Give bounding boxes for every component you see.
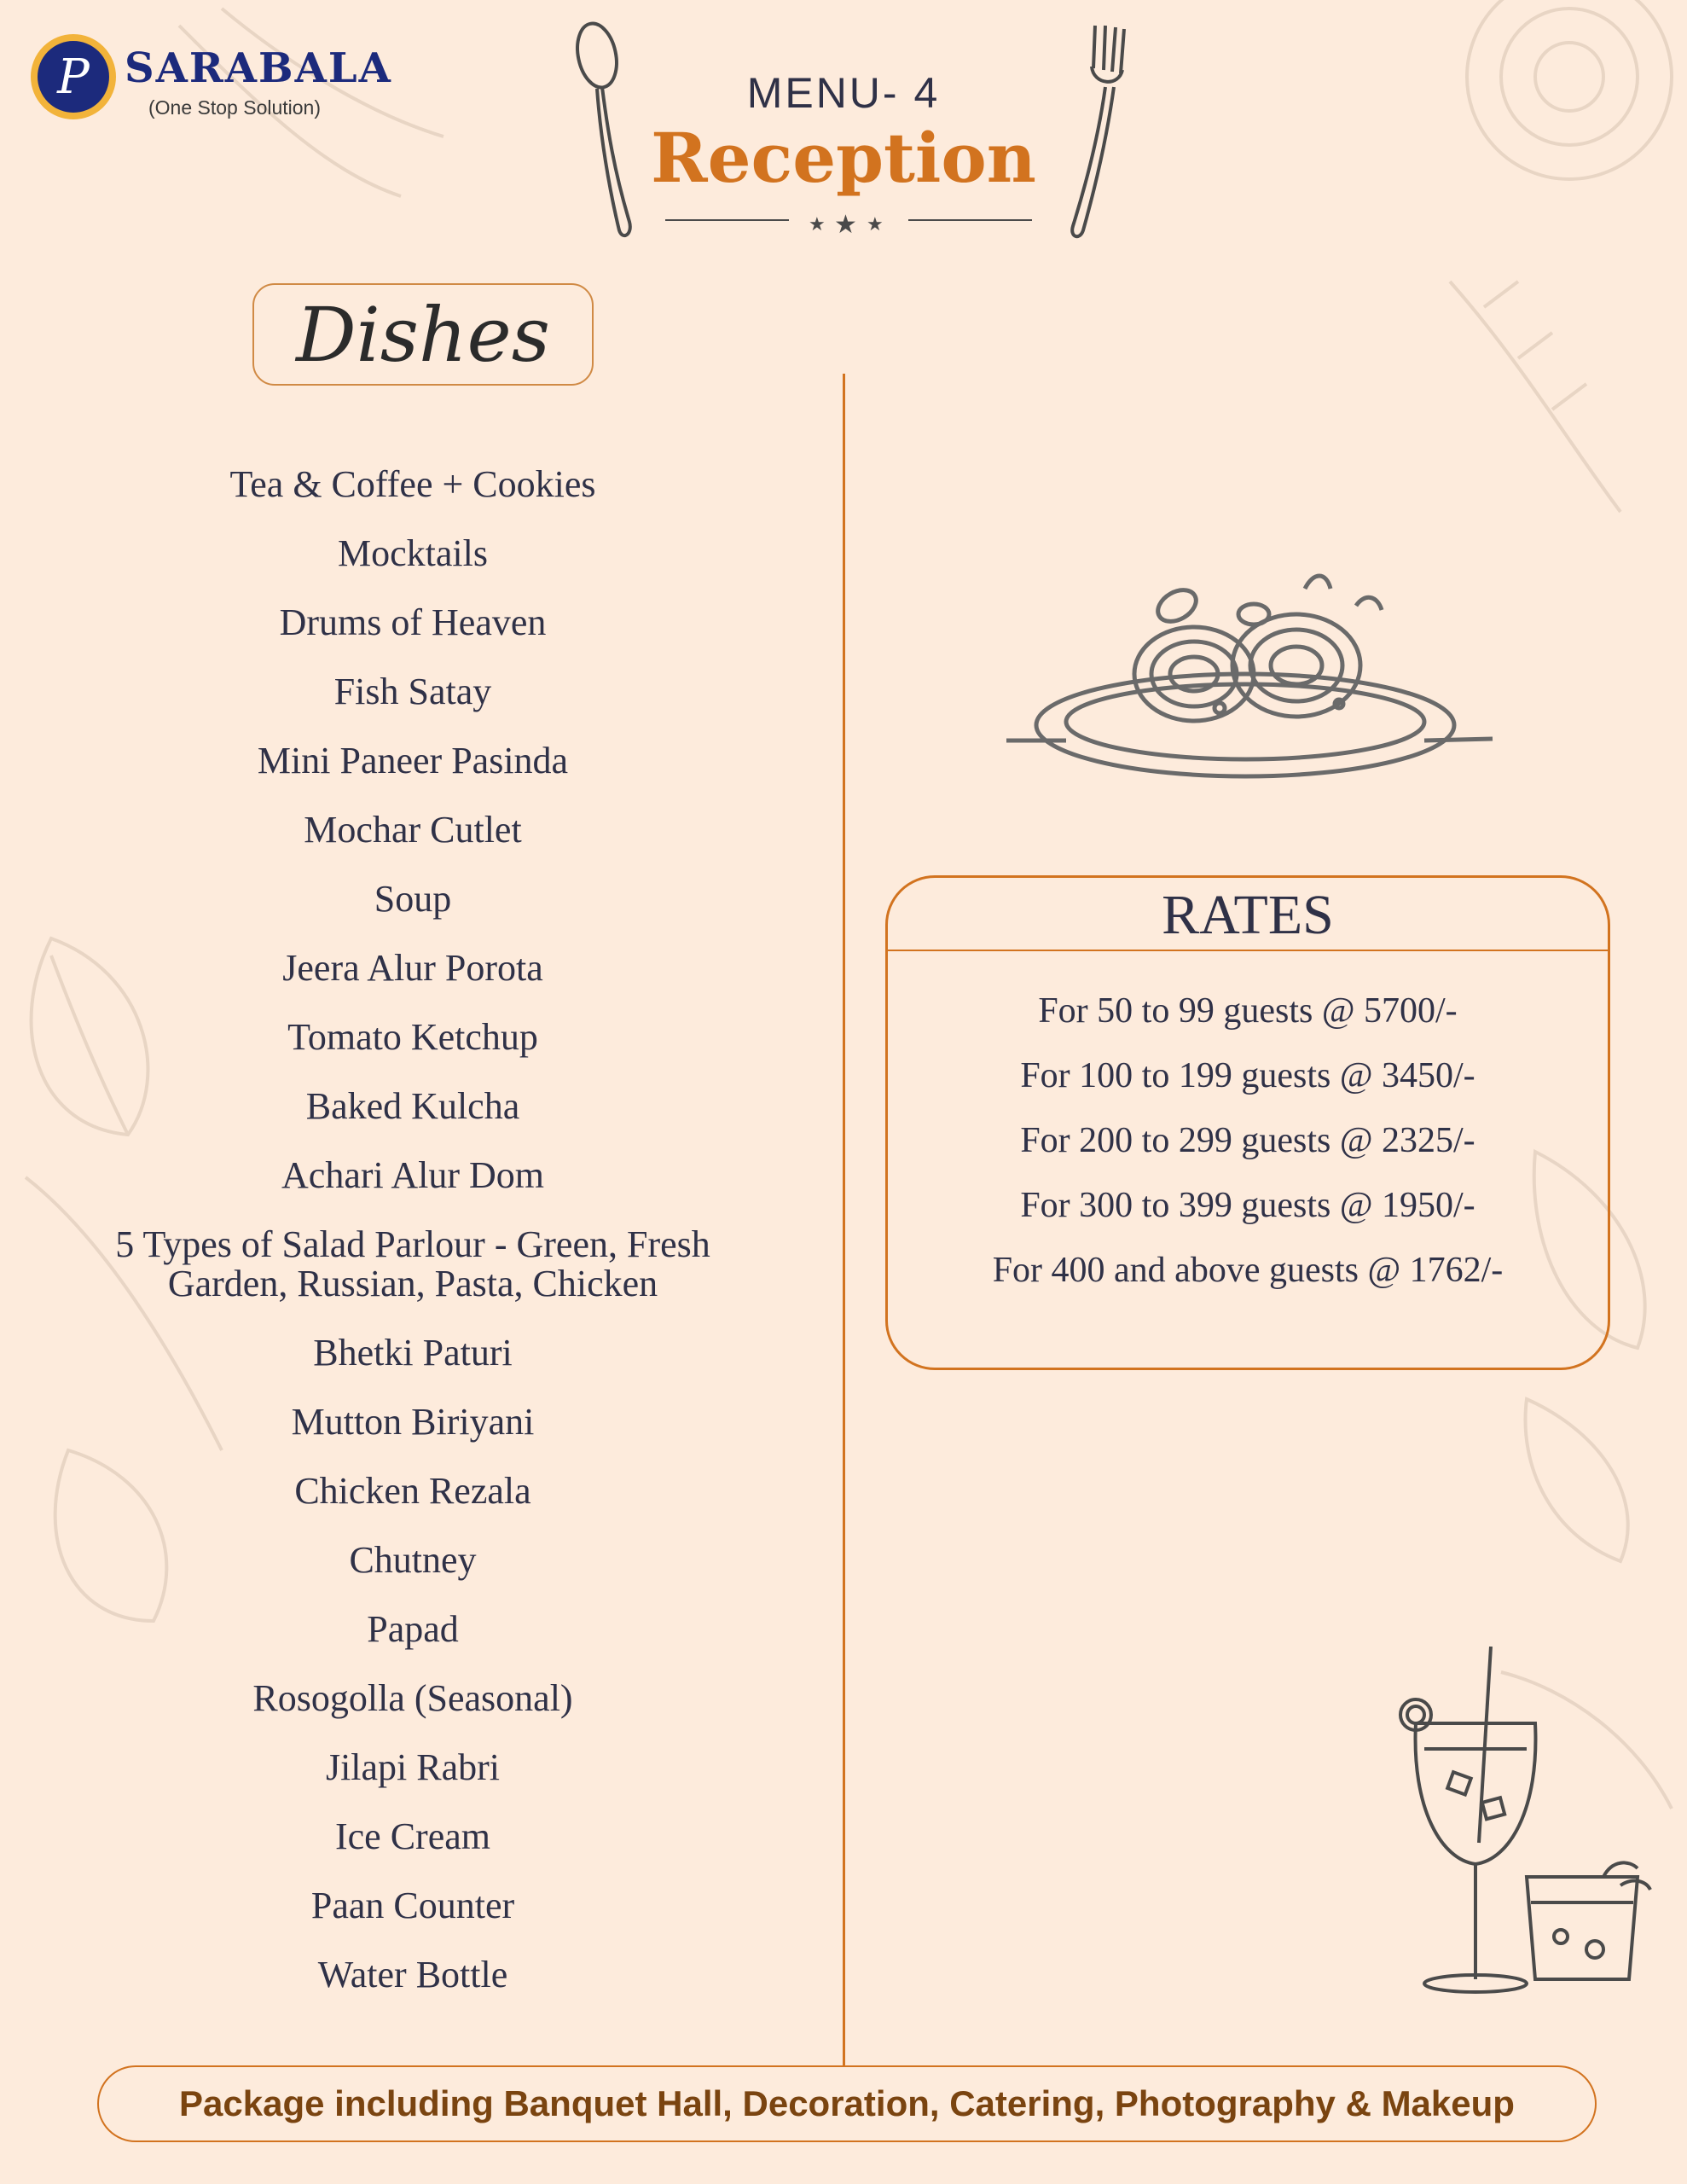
list-item: Bhetki Paturi (313, 1332, 513, 1374)
list-item: Baked Kulcha (305, 1085, 520, 1127)
dish-list (51, 465, 774, 2024)
menu-title: Reception (651, 118, 1036, 198)
rate-item: For 100 to 199 guests @ 3450/- (1020, 1056, 1475, 1095)
list-item: Rosogolla (Seasonal) (252, 1677, 573, 1719)
dishes-heading: Dishes (252, 283, 594, 386)
list-item: Mocktails (338, 532, 488, 574)
rate-item: For 300 to 399 guests @ 1950/- (1020, 1186, 1475, 1225)
list-item: Water Bottle (317, 1954, 508, 1995)
list-item: Mini Paneer Pasinda (257, 740, 569, 781)
list-item: Jeera Alur Porota (282, 947, 543, 989)
svg-text:★: ★ (834, 210, 857, 239)
list-item: Mochar Cutlet (304, 809, 522, 851)
cocktail-glass-icon (1390, 1647, 1655, 2005)
list-item: Fish Satay (333, 671, 492, 712)
list-item: Tea & Coffee + Cookies (229, 463, 596, 505)
list-item: Soup (374, 878, 452, 920)
column-divider (843, 374, 845, 2067)
rate-list (888, 992, 1608, 1289)
brand-tagline: (One Stop Solution) (148, 96, 322, 119)
rates-heading: RATES (888, 878, 1608, 951)
list-item: Tomato Ketchup (287, 1016, 538, 1058)
rate-item: For 200 to 299 guests @ 2325/- (1020, 1121, 1475, 1160)
list-item: Paan Counter (310, 1885, 515, 1926)
header-ornament (665, 205, 1032, 239)
rate-item: For 400 and above guests @ 1762/- (992, 1251, 1504, 1290)
pasta-plate-icon (998, 555, 1501, 785)
list-item: Ice Cream (335, 1815, 490, 1857)
svg-text:★: ★ (809, 214, 826, 235)
rates-panel (885, 875, 1610, 1370)
list-item: 5 Types of Salad Parlour - Green, Fresh Garden, Russian, Pasta, Chicken (115, 1223, 710, 1304)
rate-item: For 50 to 99 guests @ 5700/- (1038, 991, 1458, 1031)
svg-text:★: ★ (867, 214, 884, 235)
list-item: Achari Alur Dom (281, 1154, 544, 1196)
list-item: Jilapi Rabri (325, 1746, 501, 1788)
list-item: Chutney (349, 1539, 477, 1581)
brand-logo: P (31, 34, 116, 119)
menu-number: MENU- 4 (746, 69, 941, 117)
list-item: Mutton Biriyani (291, 1401, 535, 1443)
package-banner: Package including Banquet Hall, Decoration, Catering, Photography & Makeup (97, 2065, 1597, 2142)
list-item: Papad (367, 1608, 459, 1650)
brand-name: SARABALA (125, 44, 392, 92)
list-item: Drums of Heaven (279, 601, 547, 643)
list-item: Chicken Rezala (294, 1470, 531, 1512)
